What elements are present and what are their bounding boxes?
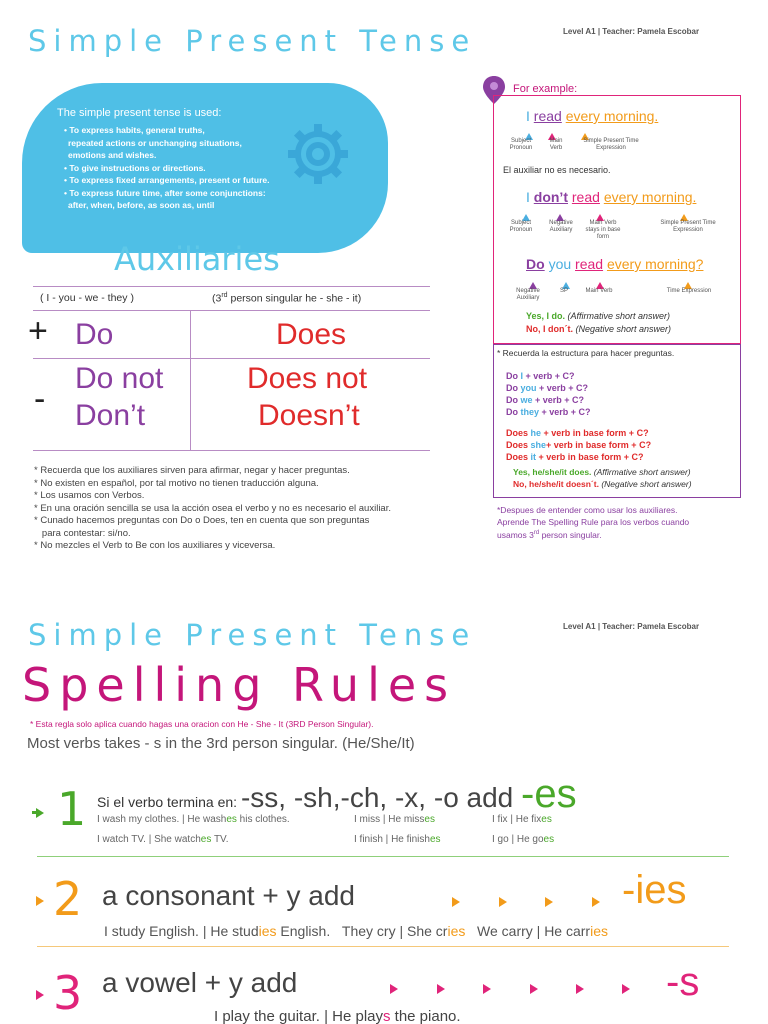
arrow-right-icon bbox=[592, 893, 600, 911]
example-sentence-1: I read every morning. bbox=[526, 108, 659, 124]
does-structure-list: Does he + verb in base form + C? Does she+ verb in base form + C? Does it + verb in base form + C? bbox=[506, 428, 652, 462]
arrow-right-icon bbox=[499, 893, 507, 911]
short-answer-yes: Yes, I do. (Affirmative short answer) bbox=[526, 311, 671, 321]
table-header-singular: (3rd person singular he - she - it) bbox=[212, 292, 362, 305]
table-header-plural: ( I - you - we - they ) bbox=[40, 292, 134, 304]
do-structure-list: Do I + verb + C? Do you + verb + C? Do we + verb + C? Do they + verb + C? bbox=[506, 371, 591, 417]
arrow-right-icon bbox=[437, 980, 445, 998]
arrow-right-icon bbox=[576, 980, 584, 998]
aux-doesnt: Doesn’t bbox=[258, 399, 360, 432]
arrow-right-icon bbox=[545, 893, 553, 911]
table-divider bbox=[33, 286, 430, 287]
usage-list: • To express habits, general truths, repeated actions or unchanging situations, emotions and wishes. • To give instructions or directions. • To express fixed arrangements, present or future. • To express future time, after some conjunctions: after, when, before, as soon as, until bbox=[64, 125, 270, 210]
table-divider bbox=[33, 358, 430, 359]
auxiliaries-title: Auxiliaries bbox=[114, 240, 280, 278]
rule-3-example: I play the guitar. | He plays the piano. bbox=[214, 1008, 461, 1024]
rule-2-text: a consonant + y add bbox=[102, 880, 355, 911]
rule-divider bbox=[37, 946, 729, 947]
page2-title: Simple Present Tense bbox=[28, 618, 477, 652]
rule-3-text: a vowel + y add bbox=[102, 967, 298, 998]
minus-sign: - bbox=[34, 380, 46, 418]
table-divider bbox=[33, 450, 430, 451]
rule-1-examples: I wash my clothes. | He washes his clothes. I miss | He misses I fix | He fixes I watch TV. | She watches TV. I finish | He finishes I go | He goes bbox=[97, 814, 555, 845]
usage-intro: The simple present tense is used: bbox=[57, 107, 222, 119]
rule-2-number: 2 bbox=[53, 872, 83, 926]
general-rule: Most verbs takes - s in the 3rd person singular. (He/She/It) bbox=[27, 735, 415, 752]
arrow-right-icon bbox=[36, 892, 44, 910]
structure-yes-answer: Yes, he/she/it does. (Affirmative short answer) bbox=[513, 467, 691, 477]
aux-does: Does bbox=[276, 318, 347, 351]
arrow-right-icon bbox=[483, 980, 491, 998]
example-3-labels: Negative Auxiliary SP Main Verb Time Expression bbox=[516, 288, 712, 301]
arrow-right-icon bbox=[530, 980, 538, 998]
spelling-rule-note: * Esta regla solo aplica cuando hagas una oracion con He - She - It (3RD Person Singular). bbox=[30, 719, 374, 729]
rule-3-number: 3 bbox=[53, 966, 83, 1020]
page-title: Simple Present Tense bbox=[28, 24, 477, 58]
aux-do-not: Do not bbox=[75, 362, 164, 395]
arrow-right-icon bbox=[36, 986, 44, 1004]
table-divider bbox=[190, 310, 191, 450]
example-1-labels: Subject Pronoun Main Verb Simple Present Time Expression bbox=[509, 138, 639, 151]
example-label: For example: bbox=[513, 83, 578, 95]
example-2-labels: Subject Pronoun Negative Auxiliary Main Verb stays in base form Simple Present Time Expression bbox=[509, 220, 716, 240]
aux-does-not: Does not bbox=[247, 362, 368, 395]
aux-do: Do bbox=[75, 318, 114, 351]
page2-level-info: Level A1 | Teacher: Pamela Escobar bbox=[563, 622, 700, 631]
auxiliary-notes: * Recuerda que los auxiliares sirven para afirmar, negar y hacer preguntas. * No existen en español, por tal motivo no tienen traducción alguna. * Los usamos con Verbos. * En una oración sencilla se usa la acción osea el verbo y no es necesario el auxiliar. * Cunado hacemos preguntas con Do o Does, ten en cuenta que son preguntas para contestar: si/no. * No mezcles el Verb to Be con los auxiliares y viceversa. bbox=[34, 465, 391, 551]
example-sentence-3: Do you read every morning? bbox=[526, 256, 704, 272]
spelling-rules-heading: Spelling Rules bbox=[22, 658, 457, 712]
table-divider bbox=[33, 310, 430, 311]
rule-2-suffix: -ies bbox=[622, 868, 687, 912]
rule-3-suffix: -s bbox=[666, 960, 700, 1004]
rule-1-number: 1 bbox=[57, 782, 87, 836]
arrow-right-icon bbox=[452, 893, 460, 911]
arrow-right-icon bbox=[622, 980, 630, 998]
example-sentence-2: I don’t read every morning. bbox=[526, 189, 697, 205]
rule-2-examples: I study English. | He studies English. They cry | She cries We carry | He carries bbox=[104, 923, 608, 939]
rule-divider bbox=[37, 856, 729, 857]
short-answer-no: No, I don´t. (Negative short answer) bbox=[526, 324, 672, 334]
footnote: *Despues de entender como usar los auxiliares. Aprende The Spelling Rule para los verbos cuando usamos 3rd person singular. bbox=[497, 505, 690, 540]
aux-dont: Don’t bbox=[75, 399, 146, 432]
rule-1-text: Si el verbo termina en: -ss, -sh,-ch, -x, -o add -es bbox=[97, 772, 577, 816]
arrow-right-icon bbox=[390, 980, 398, 998]
example-1-note: El auxiliar no es necesario. bbox=[503, 165, 611, 175]
arrow-right-icon bbox=[36, 804, 44, 822]
structure-intro: * Recuerda la estructura para hacer preguntas. bbox=[497, 348, 675, 358]
structure-no-answer: No, he/she/it doesn´t. (Negative short answer) bbox=[513, 479, 692, 489]
level-info: Level A1 | Teacher: Pamela Escobar bbox=[563, 27, 700, 36]
plus-sign: + bbox=[28, 312, 48, 350]
